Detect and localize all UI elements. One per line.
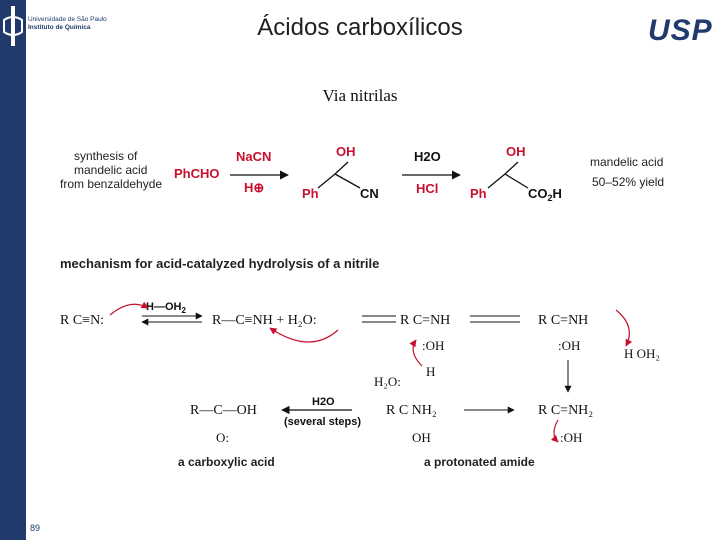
imidic-oh: :OH xyxy=(422,338,445,353)
nitrile-start: R C≡N: xyxy=(60,313,105,328)
nitrilium-ion: R—C≡NH + H₂O: xyxy=(212,313,317,328)
mandelic-bond xyxy=(505,174,528,188)
curved-arrow-2 xyxy=(270,328,338,342)
amide-oh: OH xyxy=(412,430,431,445)
amide: R C NH₂ xyxy=(386,403,437,418)
hoh2-reagent: $H—OH_2$ xyxy=(146,301,186,315)
cyanohydrin-cn: CN xyxy=(360,186,379,201)
reagent-water: H2O xyxy=(414,149,441,164)
university-line-2: Instituto de Química xyxy=(28,24,91,31)
protonated-amide: R C=NH₂ xyxy=(538,403,594,418)
reagent-hcl: HCl xyxy=(416,181,439,196)
mandelic-co2h: $CO_2H$ xyxy=(528,186,562,203)
protonated-amide-label: a protonated amide xyxy=(424,455,535,469)
university-line-1: Universidade de São Paulo xyxy=(28,16,107,23)
curved-arrow-5 xyxy=(554,420,558,442)
mandelic-skeleton xyxy=(488,162,518,188)
product-label: mandelic acid xyxy=(590,155,664,169)
section-subtitle: Via nitrilas xyxy=(322,86,398,105)
page-title: Ácidos carboxílicos xyxy=(257,14,463,41)
reagent-nacn: NaCN xyxy=(236,149,272,164)
synthesis-caption-1: synthesis of xyxy=(74,149,138,163)
cyanohydrin-bond xyxy=(335,174,360,188)
slide-number: 89 xyxy=(30,523,41,533)
mandelic-ph: Ph xyxy=(470,186,487,201)
cyanohydrin-skeleton xyxy=(318,162,348,188)
reaction-figure xyxy=(30,130,690,475)
curved-arrow-4 xyxy=(616,310,629,346)
curved-arrow-3 xyxy=(413,340,422,366)
mechanism-title: mechanism for acid-catalyzed hydrolysis of a nitrile xyxy=(60,256,380,271)
product-yield: 50–52% yield xyxy=(592,175,665,189)
imidic-acid: R C=NH xyxy=(538,313,589,328)
reagent-acid: H⊕ xyxy=(244,180,265,195)
usp-logo: USP xyxy=(648,14,713,47)
imidic-intermediate: R C=NH xyxy=(400,313,451,328)
imidic-h: H xyxy=(426,364,436,379)
several-steps-h2o: H2O xyxy=(312,396,335,408)
mandelic-oh: OH xyxy=(506,144,526,159)
cyanohydrin-oh: OH xyxy=(336,144,356,159)
carboxylic-o: O: xyxy=(216,430,229,445)
cyanohydrin-ph: Ph xyxy=(302,186,319,201)
water-base: H₂O: xyxy=(374,374,401,389)
course-vertical-label: QFL0342 – Reatividade de Compostos Orgânicos xyxy=(3,178,14,400)
several-steps-label: (several steps) xyxy=(284,416,362,428)
proton-donor: H OH₂ xyxy=(624,346,660,361)
carboxylic-label: a carboxylic acid xyxy=(178,455,275,469)
synthesis-caption-3: from benzaldehyde xyxy=(60,177,163,191)
protonated-amide-oh: :OH xyxy=(560,430,583,445)
start-material: PhCHO xyxy=(174,166,220,181)
curved-arrow-1 xyxy=(110,304,148,315)
imidic-acid-oh: :OH xyxy=(558,338,581,353)
carboxylic-acid: R—C—OH xyxy=(190,403,257,418)
synthesis-caption-2: mandelic acid xyxy=(74,163,148,177)
